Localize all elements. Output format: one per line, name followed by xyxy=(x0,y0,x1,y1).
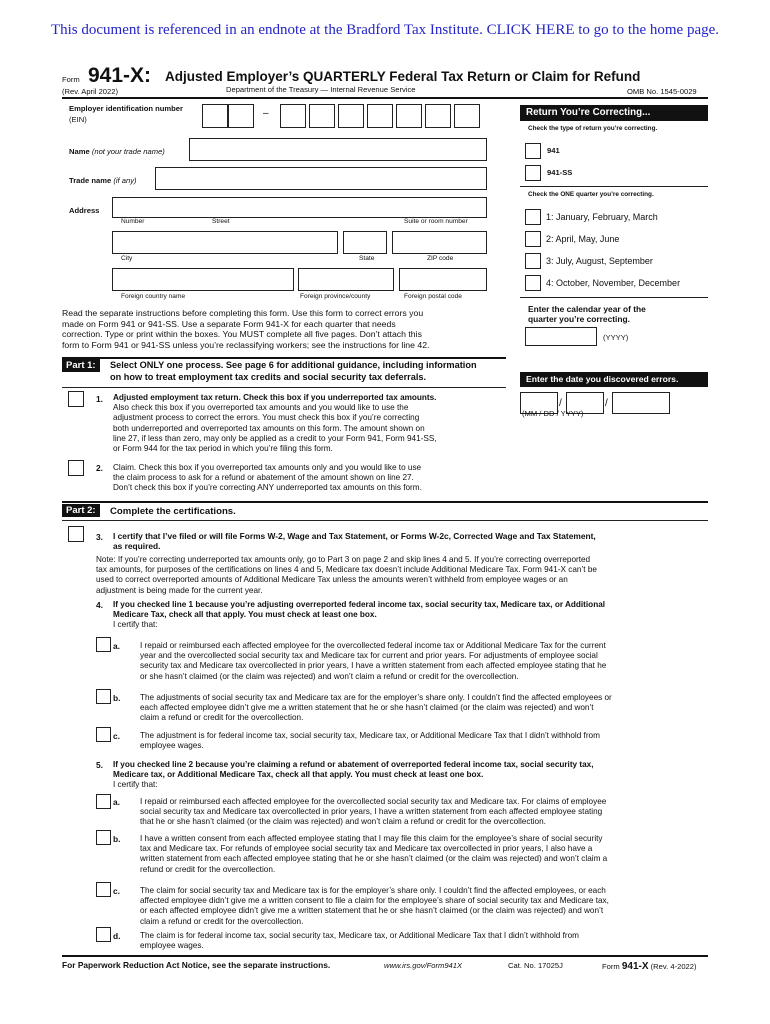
line4-text-line: Medicare Tax, check all that apply. You must check at least one box. xyxy=(113,610,377,620)
line3-text-line: as required. xyxy=(113,541,161,552)
quarter-1-label: 1: January, February, March xyxy=(546,212,658,222)
line5a-letter: a. xyxy=(113,797,120,807)
ein-digit-box[interactable] xyxy=(280,104,306,128)
line1-checkbox[interactable] xyxy=(68,391,84,407)
line5a-line: I repaid or reimbursed each affected employee for the overcollected social security tax and Medicare tax. For claims of employee xyxy=(140,797,607,806)
line5c-line: The claim for social security tax and Medicare tax is for the employer’s share only. I couldn’t find the affected employees, or each xyxy=(140,886,606,895)
line5d-checkbox[interactable] xyxy=(96,927,111,942)
line3-checkbox[interactable] xyxy=(68,526,84,542)
part1-heading-line: on how to treat employment tax credits and social security tax deferrals. xyxy=(110,372,427,382)
trade-name-label xyxy=(69,176,137,185)
line4c-checkbox[interactable] xyxy=(96,727,111,742)
line4a-checkbox[interactable] xyxy=(96,637,111,652)
line5b-letter: b. xyxy=(113,834,121,844)
line3-text xyxy=(113,531,713,551)
checkbox-quarter-3[interactable] xyxy=(525,253,541,269)
trade-name-field[interactable] xyxy=(155,167,487,190)
line5-text-line: If you checked line 2 because you’re claiming a refund or abatement of overreported federal income tax, social security tax, xyxy=(113,760,594,769)
check-quarter-text: Check the ONE quarter you’re correcting. xyxy=(528,191,654,198)
ein-label: Employer identification number xyxy=(69,104,183,113)
part1-heading-line: Select ONLY one process. See page 6 for additional guidance, including information xyxy=(110,360,477,370)
suite-label: Suite or room number xyxy=(404,218,468,225)
line4b-line: The adjustments of social security tax and Medicare tax are for the employer’s share only. I couldn’t find the affected employees or xyxy=(140,693,612,702)
part1-label: Part 1: xyxy=(62,359,100,372)
note-line: Note: If you’re correcting underreported tax amounts only, go to Part 3 on page 2 and skip lines 4 and 5. If you’re correcting overreported xyxy=(96,555,591,564)
intro-line: made on Form 941 or 941-SS. Use a separate Form 941-X for each quarter that needs xyxy=(62,318,396,329)
intro-line: Read the separate instructions before completing this form. Use this form to correct errors you xyxy=(62,308,424,318)
trade-label-text: Trade name xyxy=(69,176,112,185)
part1-heading xyxy=(110,359,477,383)
form-title: Adjusted Employer’s QUARTERLY Federal Tax Return or Claim for Refund xyxy=(165,69,641,84)
state-label: State xyxy=(359,255,375,262)
city-label: City xyxy=(121,255,133,262)
address-label: Address xyxy=(69,206,100,215)
line5b-text xyxy=(140,834,710,875)
line5d-letter: d. xyxy=(113,931,121,941)
line5-number: 5. xyxy=(96,760,103,770)
footer-rule xyxy=(62,955,708,957)
note-line: used to correct overreported amounts of Additional Medicare Tax unless the amounts weren’t withheld from employee wages or an xyxy=(96,575,568,585)
footer-form-number: 941-X xyxy=(621,961,649,972)
quarter-2-label: 2: April, May, June xyxy=(546,234,620,244)
line5b-line: written statement from each affected employee stating that he or she hasn’t claimed (or the claim was rejected) and won’t claim a xyxy=(140,854,608,864)
trade-label-sub: (if any) xyxy=(113,176,137,185)
line4-text-line: I certify that: xyxy=(113,620,158,630)
line4-text xyxy=(113,600,713,631)
year-label-line: quarter you’re correcting. xyxy=(528,314,630,324)
line1-text-line: line 27, if less than zero, may only be applied as a credit to your Form 941, Form 941-SS, xyxy=(113,433,437,443)
line2-text-line: the claim process to ask for a refund or abatement of the amount shown on line 27. xyxy=(113,473,414,483)
foreign-country-label: Foreign country name xyxy=(121,293,186,300)
line4a-letter: a. xyxy=(113,641,120,651)
header-rule xyxy=(62,97,708,99)
part2-label: Part 2: xyxy=(62,504,100,517)
note-text xyxy=(96,555,711,596)
right-divider xyxy=(520,186,708,187)
name-label-sub: (not your trade name) xyxy=(91,147,165,156)
city-field[interactable] xyxy=(112,231,338,254)
line5b-line: refund or credit for the overcollection. xyxy=(140,864,276,874)
line5c-letter: c. xyxy=(113,886,120,896)
year-label-line: Enter the calendar year of the xyxy=(528,304,646,314)
name-label xyxy=(69,147,165,156)
checkbox-941-ss[interactable] xyxy=(525,165,541,181)
line4c-letter: c. xyxy=(113,731,120,741)
ein-digit-box[interactable] xyxy=(396,104,422,128)
ein-digit-box[interactable] xyxy=(228,104,254,128)
intro-line: form to Form 941 or 941-SS unless you’re reclassifying workers; see the instructions for line 42. xyxy=(62,339,430,350)
right-divider xyxy=(520,297,708,298)
line2-text-line: Don’t check this box if you’re correcting ANY underreported tax amounts on this form. xyxy=(113,483,422,493)
line5a-checkbox[interactable] xyxy=(96,794,111,809)
intro-paragraph xyxy=(62,308,502,350)
check-type-text: Check the type of return you’re correcting. xyxy=(528,125,658,132)
note-line: adjustment is being made for the current year. xyxy=(96,585,263,595)
date-discovered-header: Enter the date you discovered errors. xyxy=(520,372,708,387)
name-field[interactable] xyxy=(189,138,487,161)
line5d-text xyxy=(140,931,710,951)
line1-text-line: Also check this box if you overreported tax amounts and you would like to use the xyxy=(113,403,409,413)
line4b-letter: b. xyxy=(113,693,121,703)
line2-text xyxy=(113,463,508,494)
line1-text-line: both underreported and overreported tax amounts on this form. The amount shown on xyxy=(113,423,425,433)
intro-line: correction. Type or print within the boxes. You MUST complete all five pages. Don’t attach this xyxy=(62,329,422,340)
line4b-line: claim a refund or credit for the overcollection. xyxy=(140,713,304,723)
ein-sub: (EIN) xyxy=(69,115,87,124)
foreign-country-field[interactable] xyxy=(112,268,294,291)
foreign-province-field[interactable] xyxy=(298,268,394,291)
year-format: (YYYY) xyxy=(603,333,629,342)
year-input[interactable] xyxy=(525,327,597,346)
catalog-number: Cat. No. 17025J xyxy=(508,961,563,970)
street-label: Street xyxy=(212,218,230,225)
checkbox-quarter-4[interactable] xyxy=(525,275,541,291)
date-slash: / xyxy=(605,398,608,409)
ein-digit-box[interactable] xyxy=(309,104,335,128)
line4a-line: or she hasn’t claimed (or the claim was rejected) and won’t claim a refund or credit for the overcollection. xyxy=(140,671,519,681)
part1-under-rule xyxy=(62,387,506,388)
line5c-line: affected employee didn’t give me a written consent to file a claim for the employee’s share of social security tax and Medicare tax, xyxy=(140,896,609,906)
form-number: 941-X: xyxy=(88,64,152,87)
foreign-postal-label: Foreign postal code xyxy=(404,293,462,300)
footer-form-id xyxy=(602,961,697,972)
form-word: Form xyxy=(62,75,80,84)
option-941-label: 941 xyxy=(547,146,560,155)
line3-number: 3. xyxy=(96,532,103,542)
return-correcting-header: Return You’re Correcting... xyxy=(520,105,708,121)
line5-text-line: Medicare tax, or Additional Medicare Tax, check all that apply. You must check at least one box. xyxy=(113,770,484,780)
line4a-text xyxy=(140,641,710,682)
line4b-text xyxy=(140,693,710,724)
line5-text-line: I certify that: xyxy=(113,780,158,790)
line4a-line: security tax and Medicare tax overcollected in prior years, I have a written statement from each affected employee stating that he xyxy=(140,661,607,671)
address-street-field[interactable] xyxy=(112,197,487,218)
line5c-line: claim a refund or credit for the overcollection. xyxy=(140,916,304,926)
ein-digit-box[interactable] xyxy=(338,104,364,128)
name-label-text: Name xyxy=(69,147,90,156)
year-label xyxy=(528,304,646,324)
ein-digit-box[interactable] xyxy=(367,104,393,128)
line4c-text xyxy=(140,731,710,751)
part2-heading: Complete the certifications. xyxy=(110,506,236,517)
line4b-checkbox[interactable] xyxy=(96,689,111,704)
line4b-line: each affected employee didn’t give me a written statement that he or she hasn’t claimed (or the claim was rejected) and won’t xyxy=(140,703,594,713)
line1-text-line: or Form 944 for the tax period in which you’re filing this form. xyxy=(113,444,333,454)
line5c-text xyxy=(140,886,710,927)
date-format: (MM / DD / YYYY) xyxy=(522,409,584,418)
quarter-3-label: 3: July, August, September xyxy=(546,256,653,266)
checkbox-quarter-2[interactable] xyxy=(525,231,541,247)
home-page-link[interactable]: This document is referenced in an endnote at the Bradford Tax Institute. CLICK HERE to go to the home page. xyxy=(50,22,720,38)
zip-label: ZIP code xyxy=(427,255,454,262)
date-year-input[interactable] xyxy=(612,392,670,414)
footer-form-rev: (Rev. 4-2022) xyxy=(650,962,697,971)
foreign-province-label: Foreign province/county xyxy=(300,293,371,300)
line2-number: 2. xyxy=(96,463,103,473)
part2-under-rule xyxy=(62,520,708,521)
line4a-line: year and the overcollected social security tax and Medicare tax for current and prior years. For adjustments of employee social xyxy=(140,651,598,661)
line1-text xyxy=(113,393,508,454)
line5b-line: I have a written consent from each affected employee stating that I may file this claim for the employee’s share of social security xyxy=(140,834,603,843)
line5a-line: social security tax and Medicare tax overcollected in prior years, I have a written statement from each affected employee stating xyxy=(140,807,603,817)
note-line: tax amounts, for purposes of the certifications on lines 4 and 5, Medicare tax doesn’t include Additional Medicare Tax. Form 941-X can’t be xyxy=(96,565,597,575)
department-line: Department of the Treasury — Internal Revenue Service xyxy=(226,85,416,94)
checkbox-941[interactable] xyxy=(525,143,541,159)
option-941-ss-label: 941-SS xyxy=(547,168,573,177)
line2-checkbox[interactable] xyxy=(68,460,84,476)
footer-url: www.irs.gov/Form941X xyxy=(384,961,463,970)
line5b-line: tax and Medicare tax. For refunds of employee social security tax and Medicare tax overcollected in prior years, I also have a xyxy=(140,844,593,854)
state-field[interactable] xyxy=(343,231,387,254)
line4-number: 4. xyxy=(96,600,103,610)
ein-digit-box[interactable] xyxy=(425,104,451,128)
quarter-4-label: 4: October, November, December xyxy=(546,278,681,288)
ein-digit-box[interactable] xyxy=(202,104,228,128)
zip-field[interactable] xyxy=(392,231,487,254)
part2-rule xyxy=(62,501,708,503)
line5d-line: employee wages. xyxy=(140,941,204,951)
omb-number: OMB No. 1545-0029 xyxy=(627,87,697,96)
line4c-line: The adjustment is for federal income tax, social security tax, Medicare tax, or Additional Medicare Tax that I didn’t withhold from xyxy=(140,731,600,740)
line1-text-line: adjustment process to correct the errors. You must check this box if you’re correcting xyxy=(113,413,420,423)
line4a-line: I repaid or reimbursed each affected employee for the overcollected federal income tax or Additional Medicare Tax for the current xyxy=(140,641,606,650)
foreign-postal-field[interactable] xyxy=(399,268,487,291)
footer-form-word: Form xyxy=(602,962,620,971)
form-revision: (Rev. April 2022) xyxy=(62,87,118,96)
line1-text-line: Adjusted employment tax return. Check this box if you underreported tax amounts. xyxy=(113,393,437,402)
line3-text-line: I certify that I’ve filed or will file Forms W-2, Wage and Tax Statement, or Forms W-2c, Corrected Wage and Tax Statement, xyxy=(113,531,596,541)
line5a-text xyxy=(140,797,710,828)
checkbox-quarter-1[interactable] xyxy=(525,209,541,225)
paperwork-notice: For Paperwork Reduction Act Notice, see the separate instructions. xyxy=(62,960,331,970)
date-slash: / xyxy=(559,398,562,409)
ein-dash: – xyxy=(263,108,269,119)
line5a-line: that he or she hasn’t claimed (or the claim was rejected) and won’t claim a refund or credit for the overcollection. xyxy=(140,817,546,827)
number-label: Number xyxy=(121,218,145,225)
line1-number: 1. xyxy=(96,394,103,404)
line5c-line: or each affected employee didn’t give me a written statement that he or she hasn’t claimed (or the claim was rejected) and won’t xyxy=(140,906,604,916)
line5-text xyxy=(113,760,713,791)
line5b-checkbox[interactable] xyxy=(96,830,111,845)
ein-digit-box[interactable] xyxy=(454,104,480,128)
line4-text-line: If you checked line 1 because you’re adjusting overreported federal income tax, social security tax, Medicare tax, or Additional xyxy=(113,600,606,609)
line5d-line: The claim is for federal income tax, social security tax, Medicare tax, or Additional Medicare Tax that I didn’t withhold from xyxy=(140,931,579,940)
line5c-checkbox[interactable] xyxy=(96,882,111,897)
line4c-line: employee wages. xyxy=(140,741,204,751)
line2-text-line: Claim. Check this box if you overreported tax amounts only and you would like to use xyxy=(113,463,422,472)
